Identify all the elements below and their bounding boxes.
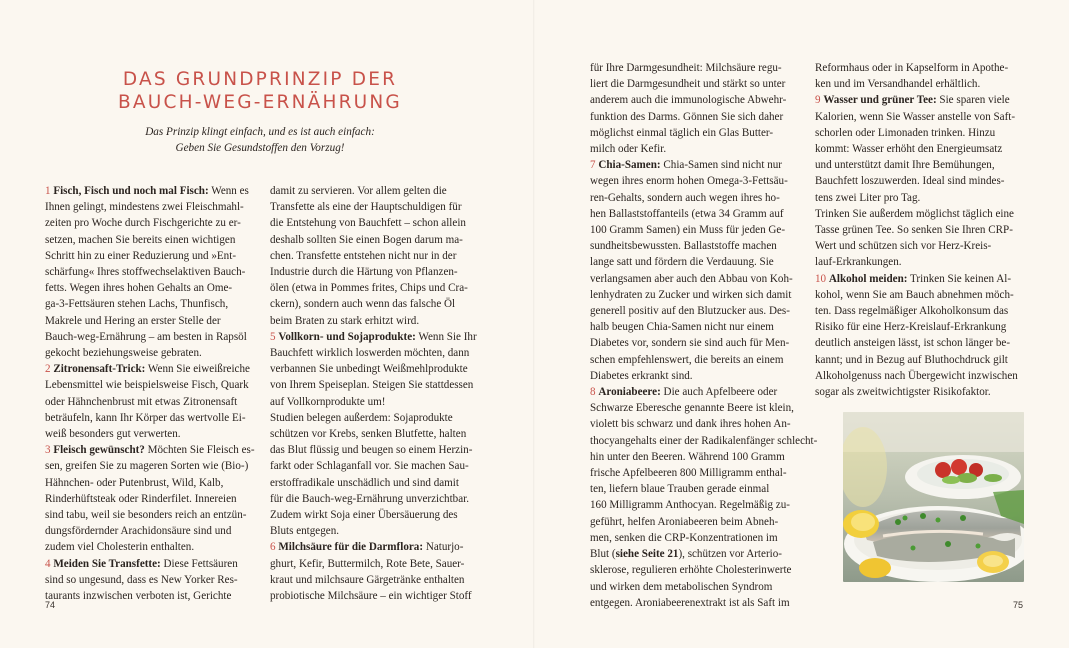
- chapter-title-line-1: DAS GRUNDPRINZIP DER: [122, 69, 398, 90]
- text-line: [590, 416, 817, 432]
- text-line: [45, 507, 255, 523]
- text-line: [815, 352, 1018, 368]
- text-line: [590, 222, 817, 238]
- text-run: Wert und schützen sich vor Herz-Kreis-: [815, 240, 992, 253]
- text-line: [270, 572, 477, 588]
- text-run: beim Braten zu stark erhitzt wird.: [270, 314, 420, 327]
- text-run: beträufeln, kann Ihr Körper das wertvolle Ei-: [45, 411, 246, 424]
- text-run: ghurt, Kefir, Buttermilch, Rote Bete, Sauer-: [270, 557, 465, 570]
- text-line: [815, 271, 1018, 287]
- text-run: entgegen. Aroniabeerenextrakt ist als Saft im: [590, 596, 790, 609]
- text-run: Tasse grünen Tee. So senken Sie Ihren CRP-: [815, 224, 1013, 237]
- text-line: [45, 313, 255, 329]
- text-run: Schwarze Eberesche genannte Beere ist klein,: [590, 402, 794, 415]
- text-run: lenhydraten zu Zucker und wirken sich damit: [590, 288, 792, 301]
- text-run: setzen, machen Sie bereits einen wichtigen: [45, 233, 236, 246]
- text-line: [270, 491, 477, 507]
- text-line: [815, 287, 1018, 303]
- text-line: [45, 588, 255, 604]
- text-line: [815, 206, 1018, 222]
- text-line: [270, 361, 477, 377]
- text-line: [815, 238, 1018, 254]
- text-line: [45, 345, 255, 361]
- text-run: Bauchfett loszuwerden. Ideal sind mindes-: [815, 175, 1005, 188]
- text-column-2: [270, 183, 477, 604]
- text-line: [590, 190, 817, 206]
- text-run: gekocht beziehungsweise gebraten.: [45, 347, 202, 360]
- text-run: thocyangehalts einer der Radikalenfänger schlecht-: [590, 434, 818, 447]
- text-run: geführt, helfen Aroniabeeren beim Abneh-: [590, 515, 779, 528]
- text-run: deutlich ansteigen lässt, ist schon länger be-: [815, 337, 1011, 350]
- text-line: [45, 361, 255, 377]
- text-line: [815, 141, 1018, 157]
- text-run: sklerose, regulieren erhöhte Cholesterinwerte: [590, 564, 792, 577]
- text-run: Industrie durch die Härtung von Pflanzen-: [270, 266, 458, 279]
- text-run: hen Ballaststoffanteils (etwa 34 Gramm auf: [590, 207, 784, 220]
- text-run: 160 Milligramm Anthocyan. Regelmäßig zu-: [590, 499, 790, 512]
- text-run: fetts. Wegen ihres hohen Gehalts an Ome-: [45, 282, 233, 295]
- text-run: verlangsamen aber auch den Abbau von Koh-: [590, 272, 793, 285]
- item-heading: Fleisch gewünscht?: [53, 444, 145, 457]
- item-heading: Zitronensaft-Trick:: [53, 363, 146, 376]
- fish-dish-photo: [843, 412, 1024, 582]
- text-line: [590, 595, 817, 611]
- text-run: Wenn Sie Ihr: [415, 330, 477, 343]
- text-run: lange satt und fördern die Verdauung. Sie: [590, 256, 774, 269]
- text-run: Hähnchen- oder Putenbrust, Wild, Kalb,: [45, 476, 224, 489]
- text-run: Risiko für eine Herz-Kreislauf-Erkrankung: [815, 321, 1007, 334]
- item-heading: Wasser und grüner Tee:: [823, 94, 937, 107]
- text-run: Trinken Sie keinen Al-: [907, 272, 1012, 285]
- text-run: zudem viel Cholesterin enthalten.: [45, 541, 195, 554]
- text-run: schärfung« Ihres stoffwechselaktiven Bauch-: [45, 266, 246, 279]
- text-line: [45, 296, 255, 312]
- text-run: Blut (: [590, 548, 616, 561]
- text-run: Reformhaus oder in Kapselform in Apothe-: [815, 62, 1009, 74]
- text-line: [590, 173, 817, 189]
- text-run: schützen vor Krebs, senken Blutfette, halten: [270, 428, 467, 441]
- chapter-subtitle-line-2: Geben Sie Gesundstoffen den Vorzug!: [175, 142, 345, 154]
- text-line: [590, 352, 817, 368]
- text-run: Die auch Apfelbeere oder: [660, 386, 778, 399]
- text-run: men, senken die CRP-Konzentrationen im: [590, 531, 778, 544]
- text-line: [815, 60, 1018, 76]
- text-line: [45, 491, 255, 507]
- text-run: deshalb sollten Sie einen Bogen darum ma-: [270, 233, 463, 246]
- text-line: [45, 394, 255, 410]
- item-heading: Chia-Samen:: [598, 159, 661, 172]
- text-line: [270, 313, 477, 329]
- text-run: Transfette als eine der Hauptschuldigen für: [270, 201, 462, 214]
- text-run: möglichst einmal täglich ein Glas Butter-: [590, 126, 774, 139]
- item-number: 8: [590, 386, 599, 399]
- text-line: [590, 546, 817, 562]
- text-line: [815, 303, 1018, 319]
- text-line: [815, 157, 1018, 173]
- text-line: [270, 264, 477, 280]
- text-run: farkt oder Schlaganfall vor. Sie machen Sau-: [270, 460, 469, 473]
- text-run: Alkoholgenuss nach Übergewicht inzwischen: [815, 369, 1018, 382]
- text-run: von Ihrem Speiseplan. Steigen Sie stattdessen: [270, 379, 474, 392]
- text-line: [590, 433, 817, 449]
- item-heading: Vollkorn- und Sojaprodukte:: [278, 330, 416, 343]
- text-line: [45, 199, 255, 215]
- item-heading: Aroniabeere:: [598, 386, 661, 399]
- text-line: [590, 384, 817, 400]
- text-line: [45, 426, 255, 442]
- text-line: [270, 232, 477, 248]
- text-line: [590, 465, 817, 481]
- text-run: kommt: Wasser erhöht den Energieumsatz: [815, 143, 1003, 156]
- text-run: Bauch-weg-Ernährung – am besten in Rapsöl: [45, 330, 247, 343]
- text-line: [815, 319, 1018, 335]
- item-heading: Alkohol meiden:: [828, 272, 908, 285]
- text-run: ga-3-Fettsäuren stehen Lachs, Thunfisch,: [45, 298, 229, 311]
- text-line: [815, 173, 1018, 189]
- text-line: [590, 238, 817, 254]
- text-run: milch oder Kefir.: [590, 143, 667, 156]
- text-line: [590, 206, 817, 222]
- text-run: ten. Dass regelmäßiger Alkoholkonsum das: [815, 305, 1009, 318]
- text-run: Rinderhüftsteak oder Rinderfilet. Innereien: [45, 492, 237, 505]
- item-number: 2: [45, 363, 54, 376]
- text-line: [270, 345, 477, 361]
- chapter-subtitle: [60, 124, 460, 156]
- text-line: [45, 523, 255, 539]
- text-run: Sie sparen viele: [936, 94, 1010, 107]
- item-heading: Meiden Sie Transfette:: [53, 557, 161, 570]
- text-line: [45, 232, 255, 248]
- text-line: [590, 481, 817, 497]
- text-run: wegen ihres enorm hohen Omega-3-Fettsäu-: [590, 175, 788, 188]
- text-line: [270, 507, 477, 523]
- text-run: Wenn es: [208, 185, 249, 197]
- text-run: hin unter den Beeren. Während 100 Gramm: [590, 450, 785, 463]
- text-line: [815, 190, 1018, 206]
- text-line: [590, 319, 817, 335]
- text-run: schorlen oder Limonaden trinken. Hinzu: [815, 126, 996, 139]
- text-run: violett bis schwarz und dank ihres hohen An-: [590, 418, 791, 431]
- text-run: weiß besonders gut verwerten.: [45, 428, 181, 441]
- text-line: [590, 497, 817, 513]
- text-run: Chia-Samen sind nicht nur: [660, 159, 782, 172]
- text-run: und unterstützt damit Ihre Bemühungen,: [815, 159, 995, 172]
- chapter-title: [60, 68, 460, 114]
- item-number: 5: [270, 330, 279, 343]
- text-run: taurants inzwischen verboten ist, Gerichte: [45, 590, 232, 603]
- text-line: [270, 296, 477, 312]
- text-run: kannt; und in Bezug auf Bluthochdruck gilt: [815, 353, 1008, 366]
- text-run: ren-Gehalts, sondern auch wegen ihres ho-: [590, 191, 780, 204]
- text-line: [590, 254, 817, 270]
- text-run: verbannen Sie unbedingt Weißmehlprodukte: [270, 363, 468, 376]
- text-line: [270, 539, 477, 555]
- text-run: Wenn Sie eiweißreiche: [145, 363, 250, 376]
- text-line: [45, 410, 255, 426]
- text-line: [590, 141, 817, 157]
- text-line: [590, 335, 817, 351]
- text-line: [590, 579, 817, 595]
- text-run: Kalorien, wenn Sie Wasser anstelle von Saft-: [815, 110, 1016, 123]
- item-number: 10: [815, 272, 829, 285]
- text-line: [815, 92, 1018, 108]
- text-line: [270, 280, 477, 296]
- chapter-title-line-2: BAUCH-WEG-ERNÄHRUNG: [118, 92, 402, 113]
- text-line: [590, 562, 817, 578]
- text-run: funktion des Darms. Gönnen Sie sich daher: [590, 110, 784, 123]
- text-run: zeiten pro Woche durch Fischgerichte zu er-: [45, 217, 241, 230]
- item-heading: Fisch, Fisch und noch mal Fisch:: [53, 185, 209, 197]
- text-run: probiotische Milchsäure – ein wichtiger Stoff: [270, 590, 472, 603]
- text-run: 100 Gramm Samen) ein Muss für jeden Ge-: [590, 224, 786, 237]
- text-line: [45, 475, 255, 491]
- item-number: 4: [45, 557, 54, 570]
- text-line: [815, 109, 1018, 125]
- text-line: [45, 215, 255, 231]
- text-run: sundheitsbewussten. Ballaststoffe machen: [590, 240, 777, 253]
- text-run: schen empfehlenswert, die bereits an einem: [590, 353, 784, 366]
- text-run: Trinken Sie außerdem möglichst täglich eine: [815, 207, 1014, 220]
- text-run: für Ihre Darmgesundheit: Milchsäure regu-: [590, 62, 782, 74]
- page-number-left: 74: [45, 600, 56, 610]
- text-run: und wirken dem metabolischen Syndrom: [590, 580, 773, 593]
- text-run: anderem auch die immunologische Abwehr-: [590, 94, 787, 107]
- text-run: ), schützen vor Arterio-: [678, 548, 782, 561]
- text-run: für die Bauch-weg-Ernährung unverzichtbar.: [270, 492, 469, 505]
- text-run: tens zwei Liter pro Tag.: [815, 191, 921, 204]
- text-run: liert die Darmgesundheit und stärkt so unter: [590, 78, 786, 91]
- text-line: [45, 442, 255, 458]
- item-number: 7: [590, 159, 599, 172]
- text-line: [270, 426, 477, 442]
- text-line: [45, 183, 255, 199]
- fish-plate-illustration: [843, 412, 1024, 582]
- text-run: sind so ungesund, dass es New Yorker Res-: [45, 573, 238, 586]
- text-run: Makrele und Hering an erster Stelle der: [45, 314, 221, 327]
- item-number: 6: [270, 541, 279, 554]
- text-line: [45, 264, 255, 280]
- text-line: [590, 530, 817, 546]
- text-line: [590, 303, 817, 319]
- text-line: [270, 377, 477, 393]
- text-line: [270, 183, 477, 199]
- text-line: [45, 329, 255, 345]
- text-line: [590, 271, 817, 287]
- text-run: dungsfördernder Arachidonsäure sind und: [45, 525, 232, 538]
- text-line: [815, 125, 1018, 141]
- text-line: [270, 556, 477, 572]
- text-run: kraut und milchsaure Gärgetränke enthalten: [270, 573, 465, 586]
- text-line: [270, 442, 477, 458]
- text-column-3: [590, 60, 817, 611]
- text-run: oder Hähnchenbrust mit etwas Zitronensaft: [45, 395, 238, 408]
- text-run: Schritt hin zu einer Reduzierung und »Ent-: [45, 249, 237, 262]
- text-line: [45, 458, 255, 474]
- text-run: Möchten Sie Fleisch es-: [144, 444, 255, 457]
- text-run: Diabetes vor, sondern sie sind auch für Men-: [590, 337, 790, 350]
- text-run: Diese Fettsäuren: [160, 557, 238, 570]
- text-line: [815, 254, 1018, 270]
- item-number: 9: [815, 94, 824, 107]
- text-line: [270, 588, 477, 604]
- text-run: Bluts entgegen.: [270, 525, 340, 538]
- text-run: chen. Transfette entstehen nicht nur in der: [270, 249, 457, 262]
- text-line: [270, 410, 477, 426]
- text-run: ken und im Versandhandel erhältlich.: [815, 78, 981, 91]
- chapter-subtitle-line-1: Das Prinzip klingt einfach, und es ist auch einfach:: [145, 126, 375, 138]
- text-line: [590, 400, 817, 416]
- text-line: [270, 329, 477, 345]
- text-run: Studien belegen außerdem: Sojaprodukte: [270, 411, 453, 424]
- text-run: Zudem wirkt Soja einer Übersäuerung des: [270, 509, 458, 522]
- text-run: damit zu servieren. Vor allem gelten die: [270, 185, 447, 197]
- text-run: sind tabu, weil sie besonders reich an entzün-: [45, 509, 247, 522]
- item-heading: Milchsäure für die Darmflora:: [278, 541, 424, 554]
- text-line: [270, 458, 477, 474]
- text-run: halb beugen Chia-Samen nicht nur einem: [590, 321, 774, 334]
- text-line: [815, 222, 1018, 238]
- text-run: Ihnen gelingt, mindestens zwei Fleischmahl-: [45, 201, 244, 214]
- text-line: [815, 335, 1018, 351]
- text-line: [45, 539, 255, 555]
- item-number: 1: [45, 185, 54, 197]
- text-line: [270, 475, 477, 491]
- item-number: 3: [45, 444, 54, 457]
- text-line: [270, 199, 477, 215]
- text-line: [590, 157, 817, 173]
- text-line: [590, 449, 817, 465]
- text-line: [270, 215, 477, 231]
- text-run: sogar als zweitwichtigster Risikofaktor.: [815, 386, 991, 399]
- text-run: frische Apfelbeeren 800 Milligramm enthal-: [590, 467, 787, 480]
- text-line: [45, 377, 255, 393]
- text-run: das Blut flüssig und beugen so einem Herzin-: [270, 444, 473, 457]
- text-run: sen, greifen Sie zu mageren Sorten wie (Bio-): [45, 460, 249, 473]
- text-column-1: [45, 183, 255, 604]
- text-line: [815, 368, 1018, 384]
- text-run: ckern), sondern auch wenn das falsche Öl: [270, 298, 456, 311]
- text-line: [45, 248, 255, 264]
- text-line: [45, 572, 255, 588]
- text-line: [815, 384, 1018, 400]
- text-line: [590, 287, 817, 303]
- text-run: Bauchfett wirklich loswerden möchten, dann: [270, 347, 470, 360]
- text-run: erstoffradikale unschädlich und sind damit: [270, 476, 459, 489]
- text-run: Naturjo-: [423, 541, 464, 554]
- text-line: [590, 76, 817, 92]
- text-run: auf Vollkornprodukte um!: [270, 395, 386, 408]
- text-run: die Entstehung von Bauchfett – schon allein: [270, 217, 466, 230]
- text-line: [45, 556, 255, 572]
- text-line: [590, 514, 817, 530]
- text-run: ten, liefern blaue Trauben gerade einmal: [590, 483, 770, 496]
- text-line: [45, 280, 255, 296]
- text-run: generell positiv auf den Blutzucker aus. Des-: [590, 305, 790, 318]
- text-run: ölen (etwa in Pommes frites, Chips und Cra-: [270, 282, 468, 295]
- text-line: [270, 394, 477, 410]
- text-run: Lebensmittel wie beispielsweise Fisch, Quark: [45, 379, 249, 392]
- text-column-4: [815, 60, 1018, 400]
- text-line: [590, 92, 817, 108]
- text-line: [590, 60, 817, 76]
- text-run: kohol, wenn Sie am Bauch abnehmen möch-: [815, 288, 1014, 301]
- page-number-right: 75: [1013, 600, 1024, 610]
- text-line: [590, 109, 817, 125]
- item-heading: siehe Seite 21: [615, 548, 679, 561]
- text-line: [590, 368, 817, 384]
- text-line: [270, 523, 477, 539]
- text-line: [590, 125, 817, 141]
- text-run: lauf-Erkrankungen.: [815, 256, 902, 269]
- text-line: [815, 76, 1018, 92]
- text-line: [270, 248, 477, 264]
- text-run: Diabetes erkrankt sind.: [590, 369, 693, 382]
